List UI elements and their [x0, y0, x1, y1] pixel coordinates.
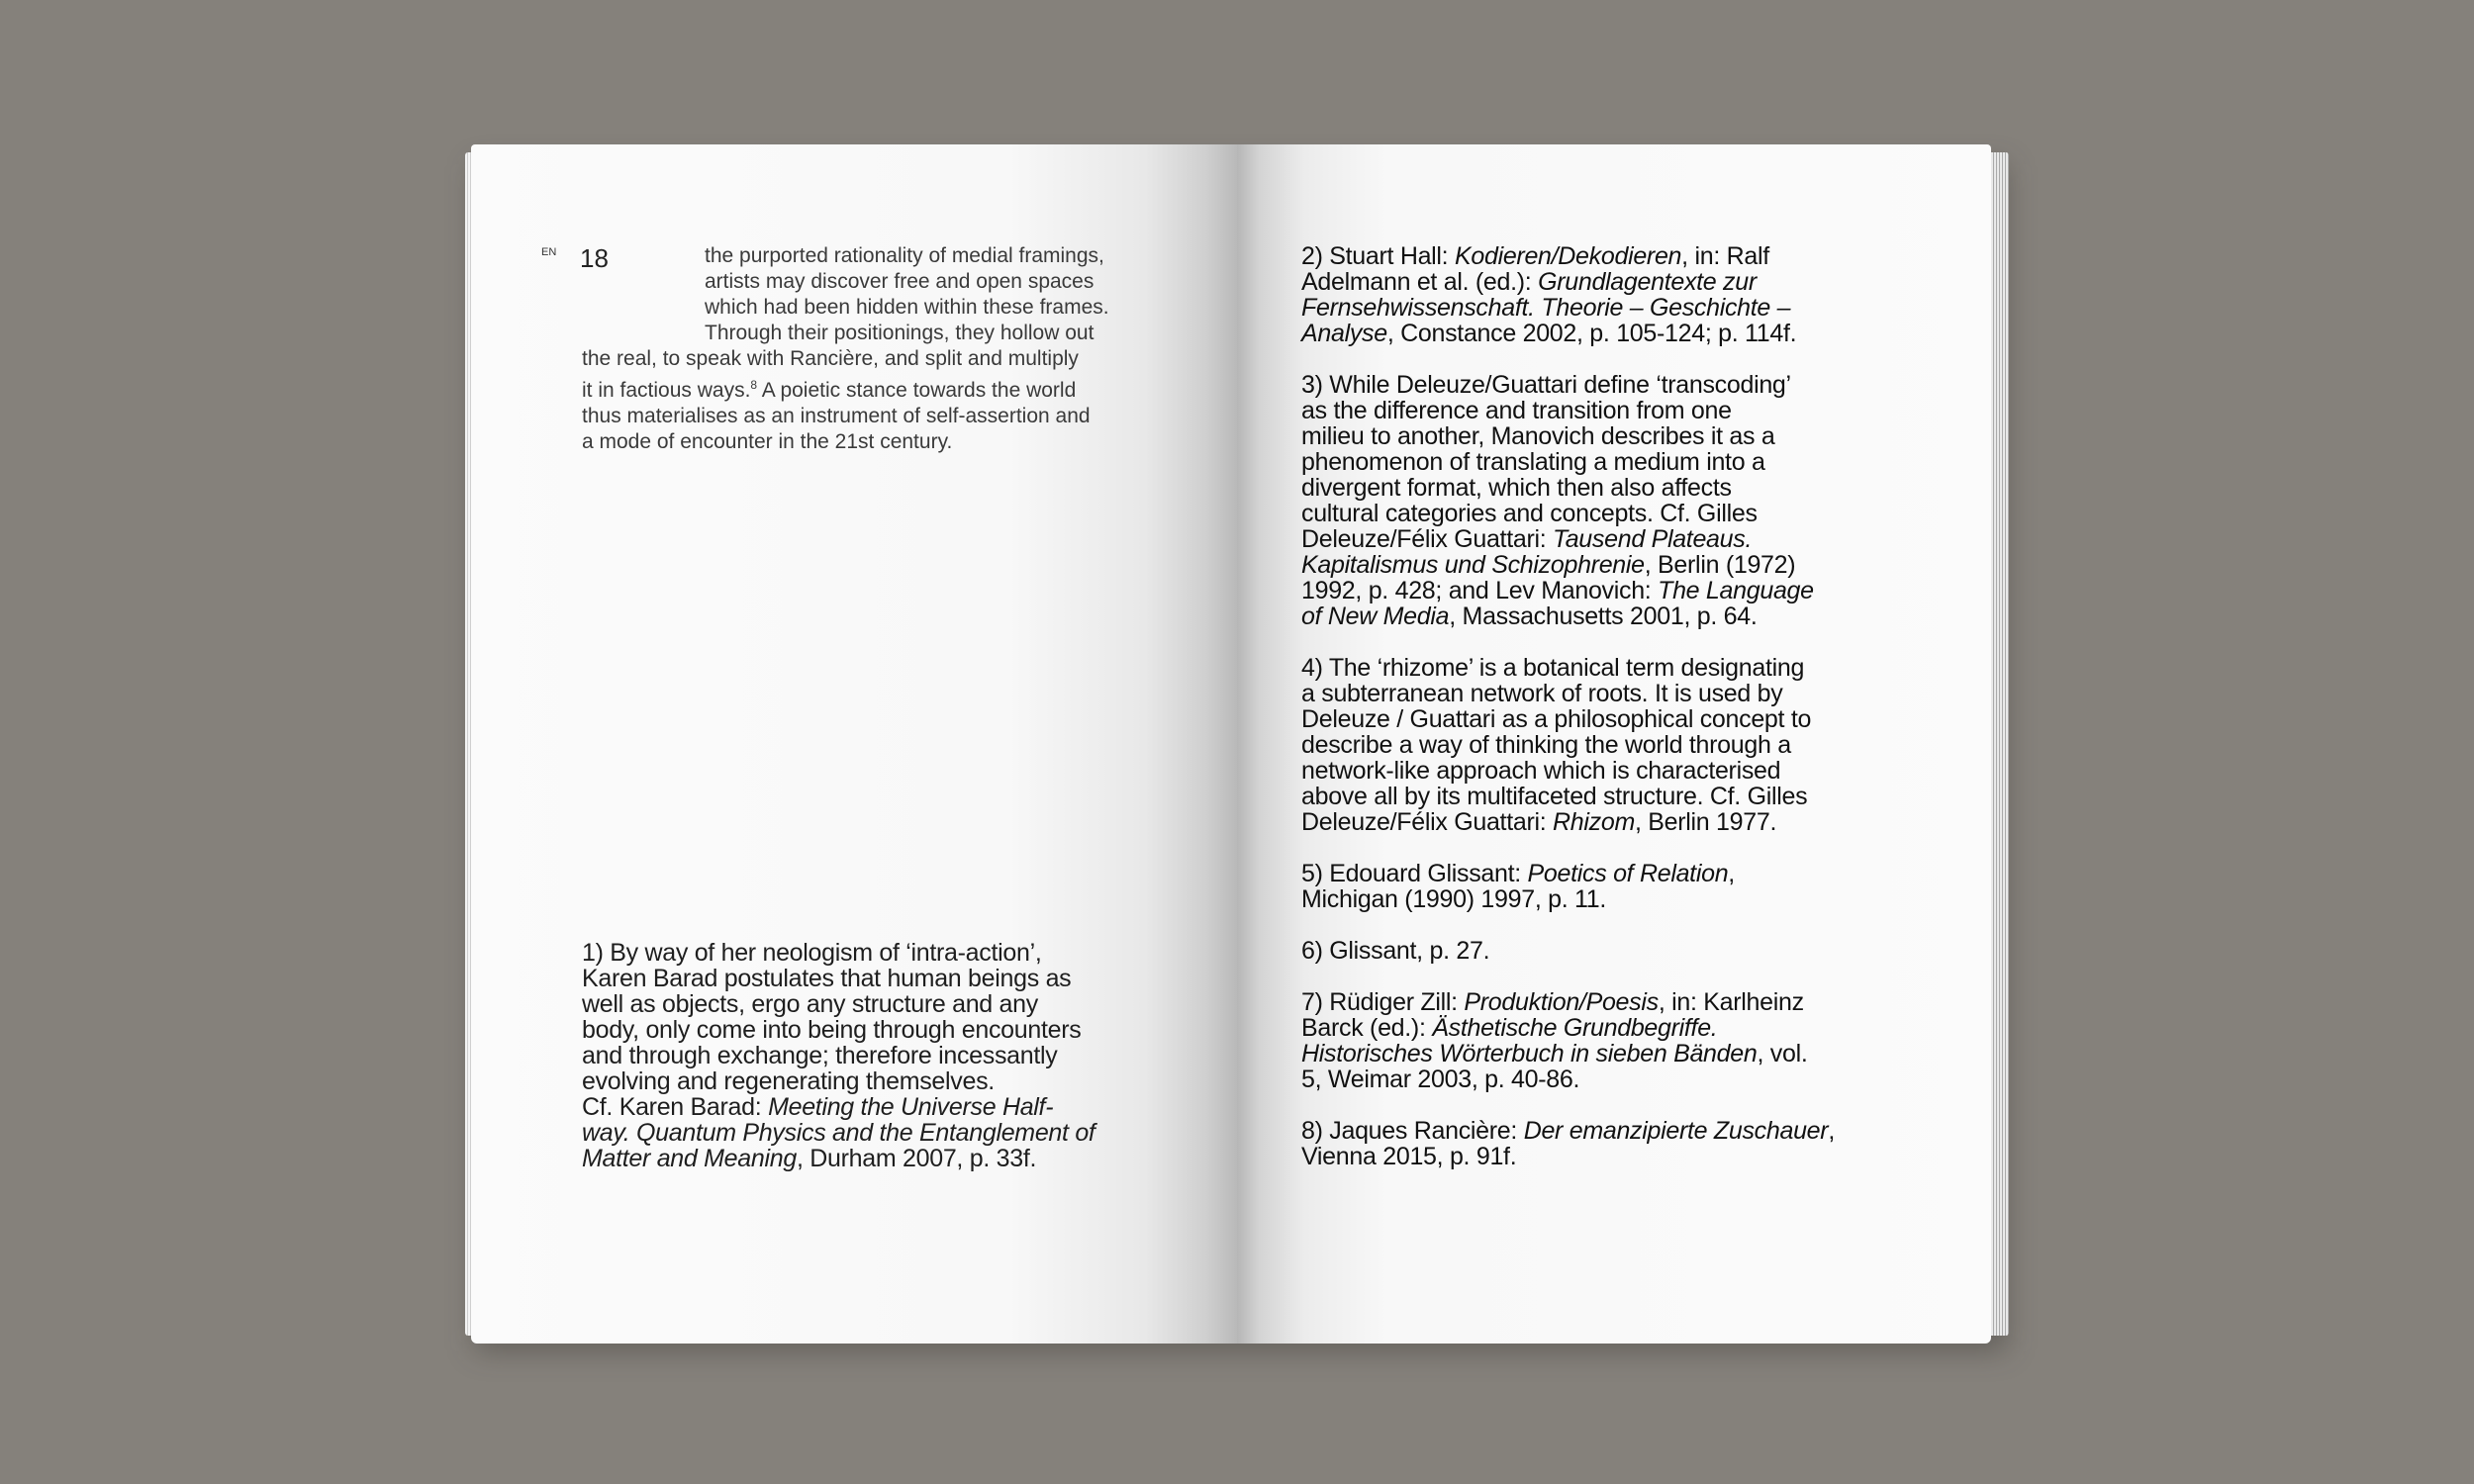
- footnote-4: 4) The ‘rhizome’ is a botanical term designating a subterranean network of roots. It is used by Deleuze / Guattari as a philosophical concept to describe a way of thinking the world through a network-like approach which is characterised above all by its multifaceted structure. Cf. Gilles Deleuze/Félix Guattari: Rhizom, Berlin 1977.: [1301, 654, 1812, 836]
- footnotes: [1301, 243, 1895, 1195]
- footnote-3: 3) While Deleuze/Guattari define ‘transcoding’ as the difference and transition from one milieu to another, Manovich describes it as a phenomenon of translating a medium into a divergent format, which then also affects cultural categories and concepts. Cf. Gilles Deleuze/Félix Guattari: Tausend Plateaus. Kapitalismus und Schizophrenie, Berlin (1972) 1992, p. 428; and Lev Manovich: The Language of New Media, Massachusetts 2001, p. 64.: [1301, 371, 1814, 630]
- footnote-6: 6) Glissant, p. 27.: [1301, 937, 1490, 965]
- footnote-2: 2) Stuart Hall: Kodieren/Dekodieren, in: Ralf Adelmann et al. (ed.): Grundlagentexte zur Fernsehwissenschaft. Theorie – Geschichte – Analyse, Constance 2002, p. 105-124; p. 114f.: [1301, 242, 1797, 347]
- page-number: 18: [580, 243, 609, 273]
- footnote-7: 7) Rüdiger Zill: Produktion/Poesis, in: Karlheinz Barck (ed.): Ästhetische Grundbegriffe. Historisches Wörterbuch in sieben Bänden, vol. 5, Weimar 2003, p. 40-86.: [1301, 988, 1808, 1093]
- body-line: Through their positionings, they hollow out: [705, 322, 1094, 344]
- page-edges-right: [1991, 152, 2009, 1336]
- language-tag: EN: [541, 246, 557, 258]
- body-line: thus materialises as an instrument of self-assertion and: [582, 405, 1091, 427]
- footnote-8: 8) Jaques Rancière: Der emanzipierte Zuschauer, Vienna 2015, p. 91f.: [1301, 1117, 1835, 1170]
- open-book: [465, 144, 2009, 1345]
- body-line: the purported rationality of medial framings,: [705, 244, 1104, 267]
- body-line: which had been hidden within these frames.: [705, 296, 1109, 319]
- body-line: the real, to speak with Rancière, and split and multiply: [582, 347, 1079, 370]
- body-line: artists may discover free and open spaces: [705, 270, 1094, 293]
- body-line: it in factious ways.$^8$ A poietic stance towards the world: [582, 378, 1077, 402]
- left-page: [471, 144, 1237, 1344]
- footnote-ref-8: 8: [750, 378, 758, 392]
- body-text: [582, 243, 1146, 455]
- footnote-1: 1) By way of her neologism of ‘intra-action’, Karen Barad postulates that human beings as well as objects, ergo any structure and any body, only come into being through encounters and through exchange; therefore incessantly evolving and regenerating themselves. Cf. Karen Barad: Meeting the Universe Half- way. Quantum Physics and the Entanglement of Matter and Meaning, Durham 2007, p. 33f.: [582, 939, 1095, 1172]
- footnote-5: 5) Edouard Glissant: Poetics of Relation, Michigan (1990) 1997, p. 11.: [1301, 860, 1735, 913]
- body-line: a mode of encounter in the 21st century.: [582, 430, 953, 453]
- right-page: [1237, 144, 1991, 1344]
